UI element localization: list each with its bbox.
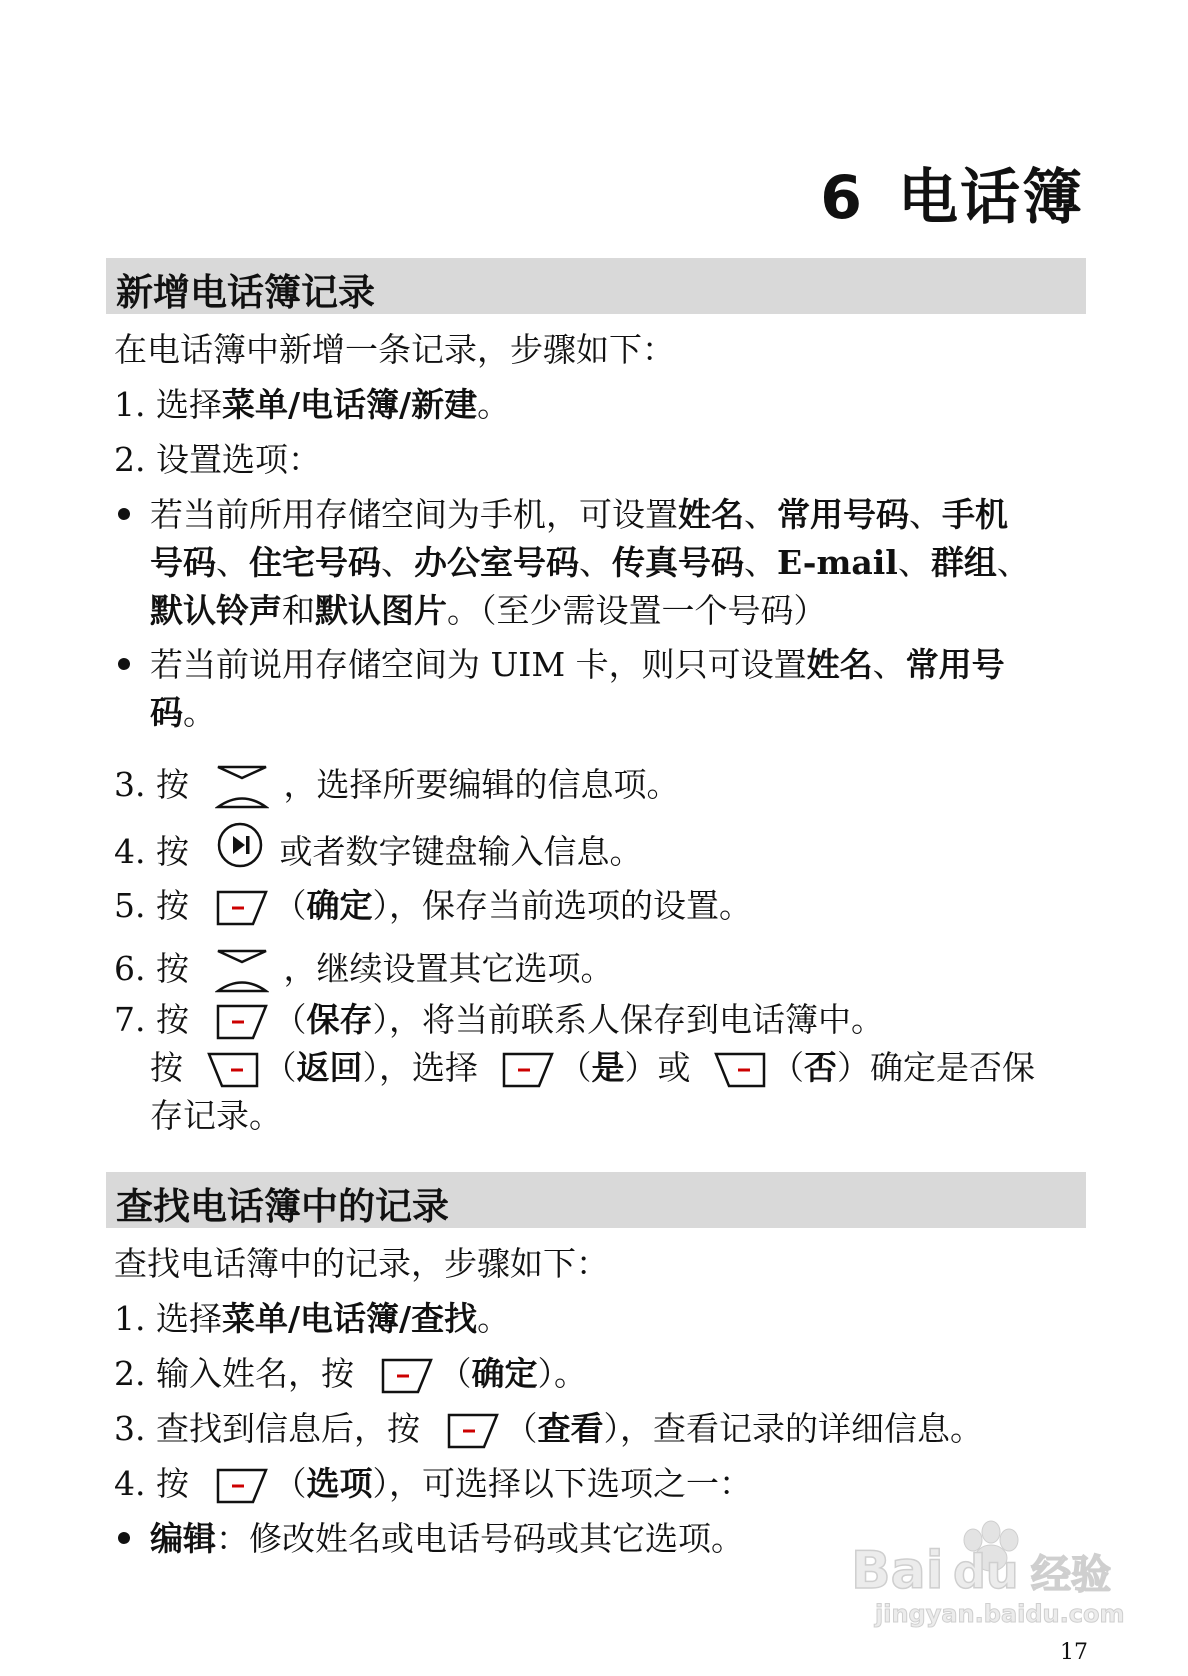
section-header-find-record <box>106 1172 1086 1228</box>
step-1: 1. 选择菜单/电话簿/新建。 <box>114 385 511 424</box>
section-header-add-record <box>106 258 1086 314</box>
play-pause-key-icon <box>215 820 265 870</box>
page-number: 17 <box>1060 1640 1088 1665</box>
svg-text:jingyan.baidu.com: jingyan.baidu.com <box>875 1600 1125 1628</box>
bullet-uim-line-1: 若当前说用存储空间为 UIM 卡，则只可设置姓名、常用号 <box>150 645 1005 684</box>
step-4: 4. 按 或者数字键盘输入信息。 <box>114 832 642 872</box>
svg-text:du: du <box>953 1545 1019 1599</box>
step-5: 5. 按 （确定），保存当前选项的设置。 <box>114 886 752 925</box>
right-softkey-icon <box>206 1051 260 1089</box>
section-title: 查找电话簿中的记录 <box>116 1185 449 1228</box>
chapter-number: 6 <box>820 163 864 233</box>
bullet-phone-line-3: 默认铃声和默认图片。（至少需设置一个号码） <box>150 591 827 630</box>
left-softkey-icon <box>446 1412 500 1450</box>
menu-path: 菜单/电话簿/查找 <box>221 1299 478 1338</box>
step-7: 7. 按 （保存），将当前联系人保存到电话簿中。 <box>114 1000 884 1039</box>
section-title: 新增电话簿记录 <box>116 271 375 314</box>
baidu-jingyan-watermark <box>845 1510 1135 1630</box>
step-1: 1. 选择菜单/电话簿/查找。 <box>114 1299 511 1338</box>
step-7-line-3: 存记录。 <box>150 1096 282 1135</box>
svg-text:Bai: Bai <box>851 1541 944 1601</box>
step-3: 3. 查找到信息后，按 （查看），查看记录的详细信息。 <box>114 1409 983 1448</box>
bullet-dot <box>118 1532 130 1544</box>
bullet-dot <box>118 508 130 520</box>
step-6: 6. 按 ，继续设置其它选项。 <box>114 946 613 996</box>
bullet-uim-line-2: 码。 <box>150 693 216 732</box>
left-softkey-icon <box>380 1357 434 1395</box>
bullet-edit: 编辑：修改姓名或电话号码或其它选项。 <box>150 1519 744 1558</box>
svg-text:经验: 经验 <box>1031 1552 1111 1598</box>
menu-path: 菜单/电话簿/新建 <box>221 385 478 424</box>
intro-text: 查找电话簿中的记录，步骤如下： <box>114 1244 609 1283</box>
chapter-title: 电话簿 <box>898 163 1084 233</box>
left-softkey-icon <box>215 889 269 927</box>
bullet-phone-line-2: 号码、住宅号码、办公室号码、传真号码、E-mail、群组、 <box>150 543 1030 582</box>
left-softkey-icon <box>215 1003 269 1041</box>
step-2: 2. 设置选项： <box>114 440 321 479</box>
step-4: 4. 按 （选项），可选择以下选项之一： <box>114 1464 752 1503</box>
right-softkey-icon <box>713 1051 767 1089</box>
left-softkey-icon <box>501 1051 555 1089</box>
intro-text: 在电话簿中新增一条记录，步骤如下： <box>114 330 675 369</box>
step-2: 2. 输入姓名，按 （确定）。 <box>114 1354 587 1393</box>
left-softkey-icon <box>215 1467 269 1505</box>
step-3: 3. 按 ，选择所要编辑的信息项。 <box>114 762 679 812</box>
chapter-heading <box>820 150 1084 236</box>
nav-updown-key-icon <box>215 946 269 996</box>
nav-updown-key-icon <box>215 762 269 812</box>
bullet-phone-line-1: 若当前所用存储空间为手机，可设置姓名、常用号码、手机 <box>150 495 1008 534</box>
bullet-dot <box>118 658 130 670</box>
step-7-line-2: 按 （返回），选择 （是）或 （否）确定是否保 <box>150 1048 1035 1087</box>
